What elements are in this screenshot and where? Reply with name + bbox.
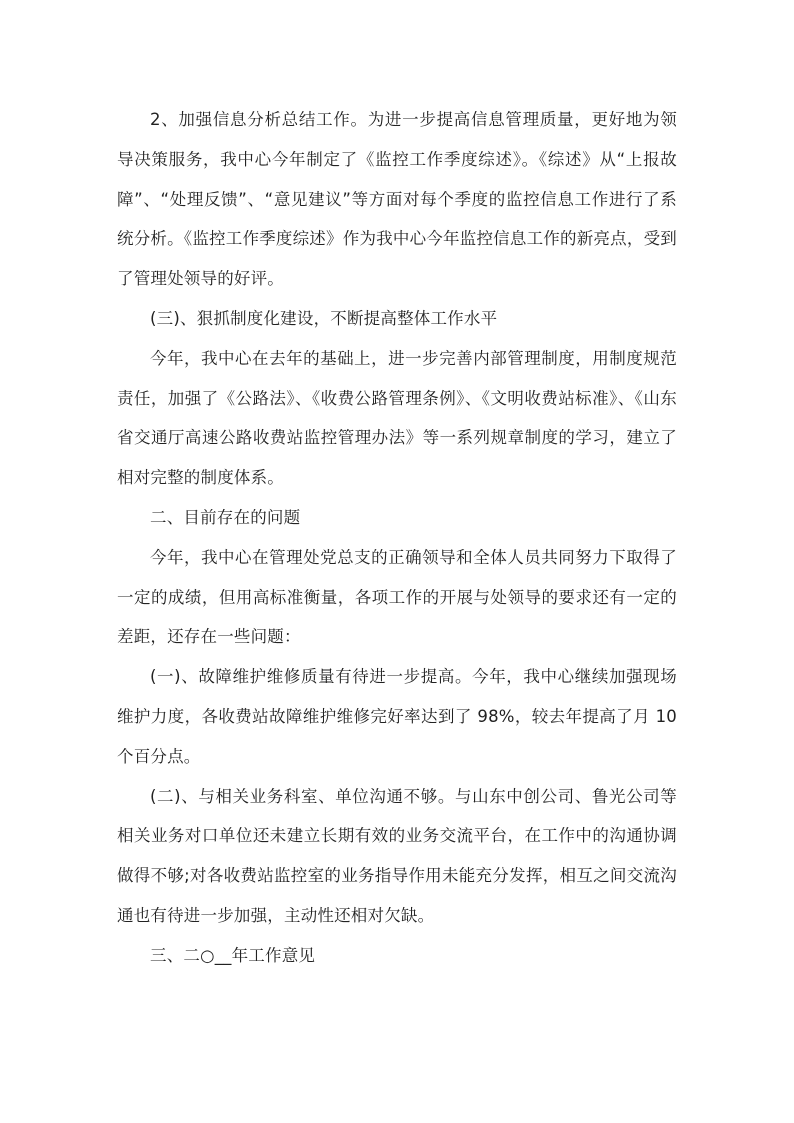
paragraph-info-analysis: 2、加强信息分析总结工作。为进一步提高信息管理质量，更好地为领导决策服务，我中心今年制定了《监控工作季度综述》。《综述》从“上报故障”、“处理反馈”、“意见建议”等方面对每个季度的监控信息工作进行了系统分析。《监控工作季度综述》作为我中心今年监控信息工作的新亮点，受到了管理处领导的好评。: [117, 110, 677, 289]
paragraph-maintenance-quality: (一)、故障维护维修质量有待进一步提高。今年，我中心继续加强现场维护力度，各收费站故障维护维修完好率达到了 98%，较去年提高了月 10 个百分点。: [117, 667, 677, 766]
document-body: [117, 100, 677, 976]
heading-existing-problems: 二、目前存在的问题: [150, 507, 301, 527]
heading-work-opinions: 三、二○__年工作意见: [150, 945, 316, 965]
heading-institutional-building: (三)、狠抓制度化建设，不断提高整体工作水平: [150, 308, 498, 328]
paragraph-communication: (二)、与相关业务科室、单位沟通不够。与山东中创公司、鲁光公司等相关业务对口单位还未建立长期有效的业务交流平台，在工作中的沟通协调做得不够;对各收费站监控室的业务指导作用未能充分发挥，相互之间交流沟通也有待进一步加强，主动性还相对欠缺。: [117, 786, 677, 925]
paragraph-problems-intro: 今年，我中心在管理处党总支的正确领导和全体人员共同努力下取得了一定的成绩，但用高标准衡量，各项工作的开展与处领导的要求还有一定的差距，还存在一些问题：: [117, 547, 677, 647]
paragraph-management-system: 今年，我中心在去年的基础上，进一步完善内部管理制度，用制度规范责任，加强了《公路法》、《收费公路管理条例》、《文明收费站标准》、《山东省交通厅高速公路收费站监控管理办法》等一系列规章制度的学习，建立了相对完整的制度体系。: [117, 348, 677, 488]
